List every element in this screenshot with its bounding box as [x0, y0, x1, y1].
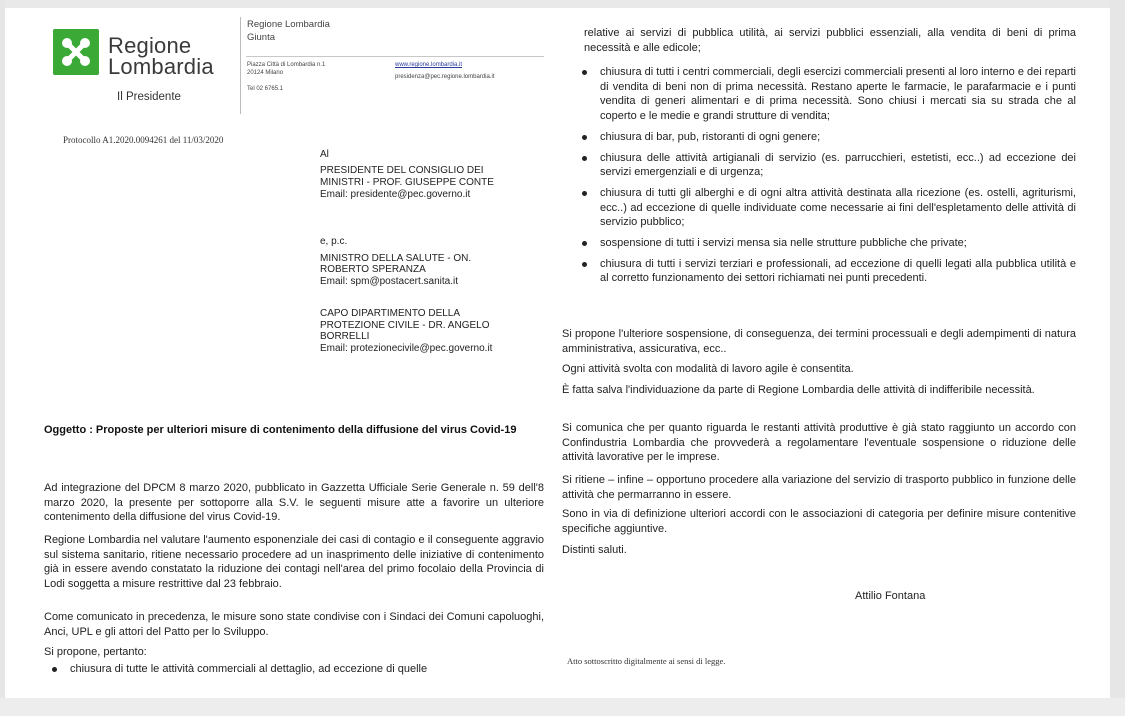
- list-item-text: chiusura di tutti i servizi terziari e professionali, ad eccezione di quelli legati alla pubblica utilità e al corretto funzionamento dei settori richiamati nei punti precedenti.: [600, 257, 1076, 285]
- left-bullet-list: [48, 662, 544, 683]
- header-org-name: Regione Lombardia: [247, 19, 330, 30]
- header-address-street: Piazza Città di Lombardia n.1: [247, 62, 326, 68]
- list-item: [578, 65, 1076, 124]
- list-item-text: sospensione di tutti i servizi mensa sia nelle strutture pubbliche che private;: [600, 237, 967, 250]
- bullet-continuation: relative ai servizi di pubblica utilità, ai servizi pubblici essenziali, alla vendita di beni di prima necessità e alle edicole;: [584, 27, 1076, 54]
- recipient-3-line-3: BORRELLI: [320, 331, 370, 342]
- list-item-text: chiusura di bar, pub, ristoranti di ogni genere;: [600, 130, 821, 143]
- viewer-frame-right: [1110, 0, 1125, 716]
- protocol-number: Protocollo A1.2020.0094261 del 11/03/2020: [63, 135, 224, 145]
- list-item: [578, 151, 1076, 180]
- list-item: [48, 662, 544, 677]
- recipient-2-email: Email: spm@postacert.sanita.it: [320, 276, 458, 287]
- paragraph-dpcm: Ad integrazione del DPCM 8 marzo 2020, pubblicato in Gazzetta Ufficiale Serie Generale n. 59 dell'8 marzo 2020, la presente per sottoporre alla S.V. le seguenti misure atte a favorire un ulteriore contenimento della diffusione del virus Covid-19.: [44, 482, 544, 524]
- logo-text-regione: Regione: [108, 33, 192, 58]
- viewer-frame-top: [0, 0, 1125, 8]
- paragraph-trasporto: Si ritiene – infine – opportuno procedere alla variazione del servizio di trasporto pubblico in funzione delle attività che permarranno in essere.: [562, 474, 1076, 501]
- paragraph-fatta-salva: È fatta salva l'individuazione da parte di Regione Lombardia delle attività di indifferibile necessità.: [562, 384, 1035, 396]
- header-address-city: 20124 Milano: [247, 70, 284, 76]
- list-item-text: chiusura di tutti i centri commerciali, degli esercizi commerciali presenti al loro interno e dei reparti di vendita di beni non di prima necessità. Restano aperte le farmacie, le parafarmacie e i punti vendita di generi alimentari e di prima necessità. Sono chiusi i mercati sia su strada che al coperto e le medie e grandi strutture di vendita;: [600, 66, 1076, 123]
- president-label: Il Presidente: [117, 91, 181, 103]
- header-phone: Tel 02 6765.1: [247, 86, 284, 92]
- list-item-text: chiusura di tutte le attività commerciali al dettaglio, ad eccezione di quelle: [70, 663, 428, 675]
- letter-subject: Oggetto : Proposte per ulteriori misure di contenimento della diffusione del virus Covid-19: [44, 424, 517, 436]
- header-website-link[interactable]: www.regione.lombardia.it: [395, 62, 463, 68]
- bullet-icon: [582, 262, 587, 267]
- bullet-icon: [52, 667, 57, 672]
- recipient-2-line-2: ROBERTO SPERANZA: [320, 264, 426, 275]
- signer-name: Attilio Fontana: [855, 590, 926, 602]
- bullet-icon: [582, 70, 587, 75]
- bullet-icon: [582, 241, 587, 246]
- recipient-to-label: Al: [320, 149, 329, 160]
- list-item: [578, 186, 1076, 230]
- bullet-icon: [582, 156, 587, 161]
- paragraph-condivise: Come comunicato in precedenza, le misure sono state condivise con i Sindaci dei Comuni capoluoghi, Anci, UPL e gli attori del Patto per lo Sviluppo.: [44, 611, 544, 638]
- header-divider: [240, 17, 241, 114]
- recipient-1-line-1: PRESIDENTE DEL CONSIGLIO DEI: [320, 165, 484, 176]
- header-rule: [246, 56, 544, 57]
- recipient-1-line-2: MINISTRI - PROF. GIUSEPPE CONTE: [320, 177, 494, 188]
- paragraph-accordi: Sono in via di definizione ulteriori accordi con le associazioni di categoria per definire misure contenitive specifiche aggiuntive.: [562, 508, 1076, 535]
- bullet-icon: [582, 135, 587, 140]
- recipient-3-line-2: PROTEZIONE CIVILE - DR. ANGELO: [320, 320, 490, 331]
- logo-text-lombardia: Lombardia: [108, 54, 214, 79]
- cc-label: e, p.c.: [320, 236, 348, 247]
- paragraph-attivita-produttive: Si comunica che per quanto riguarda le restanti attività produttive è già stato raggiunto un accordo con Confindustria Lombardia che provvederà a regolamentare l'eventuale sospensione o riduzione delle attività lavorative per le imprese.: [562, 422, 1076, 464]
- list-item: [578, 130, 1076, 145]
- bullet-icon: [582, 191, 587, 196]
- recipient-3-email: Email: protezionecivile@pec.governo.it: [320, 343, 493, 354]
- recipient-3-line-1: CAPO DIPARTIMENTO DELLA: [320, 308, 461, 319]
- digital-signature-note: Atto sottoscritto digitalmente ai sensi di legge.: [567, 656, 726, 666]
- paragraph-aggravio: Regione Lombardia nel valutare l'aumento esponenziale dei casi di contagio e il conseguente aggravio sul sistema sanitario, ritiene necessario procedere ad un inasprimento delle iniziative di contenimento già in essere avendo constatato la riduzione dei contagi nell'area del primo focolaio della Provincia di Lodi soggetta a misure restrittive dal 23 febbraio.: [44, 534, 544, 591]
- list-item: [578, 257, 1076, 286]
- closing-salutation: Distinti saluti.: [562, 544, 627, 556]
- list-item: [578, 236, 1076, 251]
- paragraph-si-propone: Si propone, pertanto:: [44, 646, 147, 658]
- recipient-2-line-1: MINISTRO DELLA SALUTE - ON.: [320, 253, 472, 264]
- right-bullet-list: [578, 65, 1076, 292]
- lombardy-rose-icon: [53, 29, 99, 75]
- paragraph-lavoro-agile: Ogni attività svolta con modalità di lavoro agile è consentita.: [562, 363, 854, 375]
- paragraph-sospensione: Si propone l'ulteriore sospensione, di conseguenza, dei termini processuali e degli adempimenti di natura amministrativa, assicurativa, ecc..: [562, 328, 1076, 355]
- regione-lombardia-logo: [53, 27, 223, 81]
- list-item-text: chiusura delle attività artigianali di servizio (es. parrucchieri, estetisti, ecc..) ad eccezione dei servizi emergenziali e di urgenza;: [600, 151, 1076, 179]
- viewer-frame-bottom: [0, 698, 1125, 716]
- header-pec-email: presidenza@pec.regione.lombardia.it: [395, 74, 495, 80]
- header-org-unit: Giunta: [247, 32, 275, 43]
- recipient-1-email: Email: presidente@pec.governo.it: [320, 189, 471, 200]
- list-item-text: chiusura di tutti gli alberghi e di ogni altra attività destinata alla ricezione (es. ostelli, agriturismi, ecc..) ad eccezione di quelle individuate come necessarie ai fini dell'espletamento delle attività di servizio pubblico;: [600, 186, 1076, 229]
